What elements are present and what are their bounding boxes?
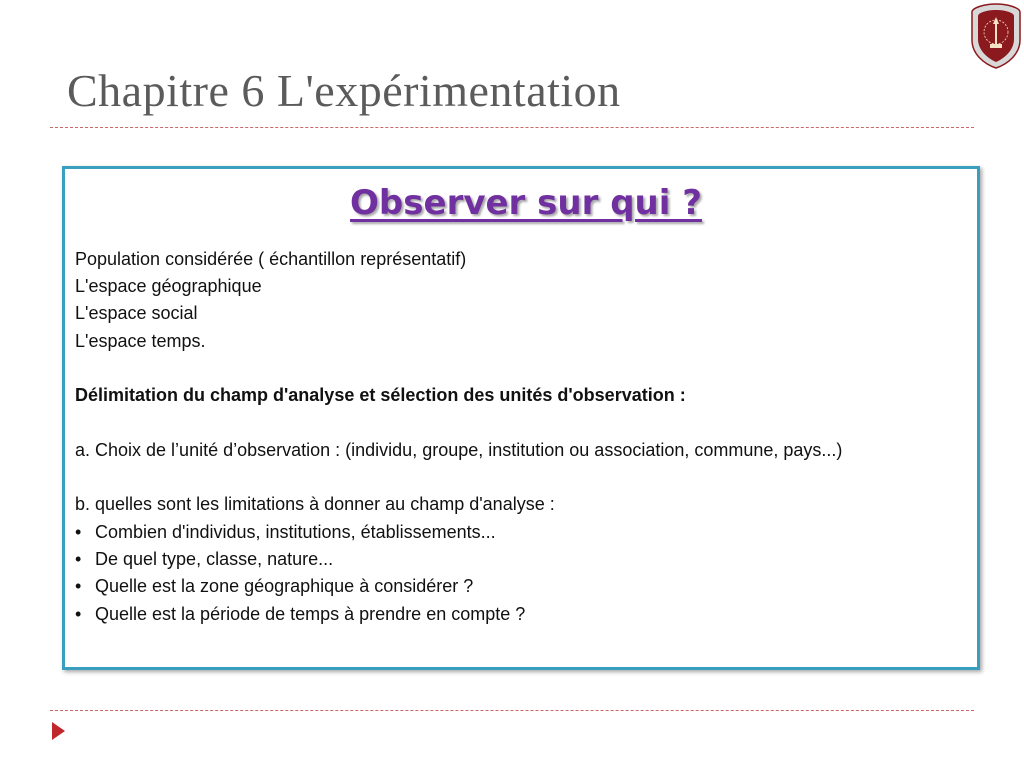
- footer-arrow-icon: [52, 722, 65, 740]
- bullet-icon: •: [75, 603, 82, 624]
- university-crest-icon: [968, 2, 1024, 70]
- footer-divider: [50, 710, 974, 711]
- time-space-line: L'espace temps.: [75, 330, 206, 351]
- social-space-line: L'espace social: [75, 303, 198, 324]
- bullet-item: [75, 519, 977, 546]
- bullet-icon: •: [75, 576, 82, 597]
- spacer: [75, 355, 977, 382]
- bullet-text: Combien d'individus, institutions, établissements...: [95, 521, 496, 542]
- bullet-icon: •: [75, 549, 82, 570]
- bullet-item: [75, 601, 977, 628]
- title-divider: [50, 127, 974, 128]
- point-a: a. Choix de l’unité d’observation : (individu, groupe, institution ou association, commune, pays...): [75, 439, 843, 460]
- population-line: Population considérée ( échantillon représentatif): [75, 248, 467, 269]
- bullet-icon: •: [75, 521, 82, 542]
- box-heading: Observer sur qui ?: [350, 183, 702, 223]
- spacer: [75, 410, 977, 437]
- geographic-space-line: L'espace géographique: [75, 276, 262, 297]
- bullet-text: Quelle est la zone géographique à considérer ?: [95, 576, 474, 597]
- content-box: [62, 166, 980, 670]
- bullet-item: [75, 573, 977, 600]
- bullet-item: [75, 546, 977, 573]
- spacer: [75, 464, 977, 491]
- bullet-text: De quel type, classe, nature...: [95, 549, 334, 570]
- slide-title: Chapitre 6 L'expérimentation: [67, 65, 621, 116]
- point-b: b. quelles sont les limitations à donner au champ d'analyse :: [75, 494, 555, 515]
- delimitation-subheading: Délimitation du champ d'analyse et sélection des unités d'observation :: [75, 385, 686, 406]
- bullet-text: Quelle est la période de temps à prendre en compte ?: [95, 603, 526, 624]
